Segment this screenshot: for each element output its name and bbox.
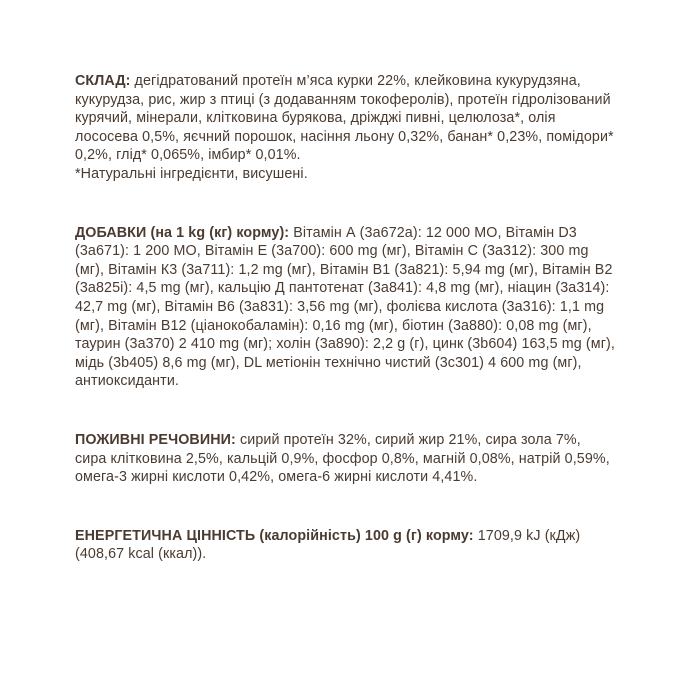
composition-paragraph bbox=[75, 72, 615, 165]
composition-heading: СКЛАД: bbox=[75, 73, 131, 89]
additives-heading: ДОБАВКИ (на 1 kg (кг) корму): bbox=[75, 224, 290, 241]
composition-text: дегідратований протеїн м’яса курки 22%, клейковина кукурудзяна, кукурудза, рис, жир з птиці (з додаванням токоферолів), протеїн гідролізований курячий, мінерали, клітковина бурякова, дріжджі пивні, целюлоза*, олія лососева 0,5%, яєчний порошок, насіння льону 0,32%, банан* 0,23%, помідори* 0,2%, глід* 0,065%, імбир* 0,01%. bbox=[75, 73, 614, 164]
ingredients-document bbox=[75, 72, 615, 604]
composition-section bbox=[75, 72, 615, 184]
energy-heading: ЕНЕРГЕТИЧНА ЦІННІСТЬ (калорійність) 100 g (г) корму: bbox=[75, 527, 474, 544]
nutrients-text: сирий протеїн 32%, сирий жир 21%, сира зола 7%, сира клітковина 2,5%, кальцій 0,9%, фосфор 0,8%, магній 0,08%, натрій 0,59%, омега-3 жирні кислоти 0,42%, омега-6 жирні кислоти 4,41%. bbox=[75, 431, 610, 486]
energy-text: 1709,9 kJ (кДж) (408,67 kcal (ккал)). bbox=[75, 527, 581, 563]
additives-paragraph bbox=[75, 224, 615, 391]
additives-text: Вітамін А (3а672а): 12 000 МО, Вітамін D3 (3а671): 1 200 МО, Вітамін Е (3а700): 600 mg (мг), Вітамін С (3а312): 300 mg (мг), Вітамін К3 (3а711): 1,2 mg (мг), Вітамін В1 (3а821): 5,94 mg (мг), Вітамін В2 (3а825і): 4,5 mg (мг), кальцію Д пантотенат (3а841): 4,8 mg (мг), ніацин (3а314): 42,7 mg (мг), Вітамін В6 (3а831): 3,56 mg (мг), фолієва кислота (3а316): 1,1 mg (мг), Вітамін В12 (ціанокобаламін): 0,16 mg (мг), біотин (3а880): 0,08 mg (мг), таурин (3а370) 2 410 mg (мг); холін (3а890): 2,2 g (г), цинк (3b604) 163,5 mg (мг), мідь (3b405) 8,6 mg (мг), DL метіонін технічно чистий (3с301) 4 600 mg (мг), антиоксиданти. bbox=[75, 224, 615, 390]
additives-section bbox=[75, 224, 615, 391]
nutrients-section bbox=[75, 431, 615, 487]
energy-paragraph bbox=[75, 527, 615, 564]
composition-note: *Натуральні інгредієнти, висушені. bbox=[75, 165, 308, 182]
energy-section bbox=[75, 527, 615, 564]
nutrients-paragraph bbox=[75, 431, 615, 487]
nutrients-heading: ПОЖИВНІ РЕЧОВИНИ: bbox=[75, 431, 236, 448]
